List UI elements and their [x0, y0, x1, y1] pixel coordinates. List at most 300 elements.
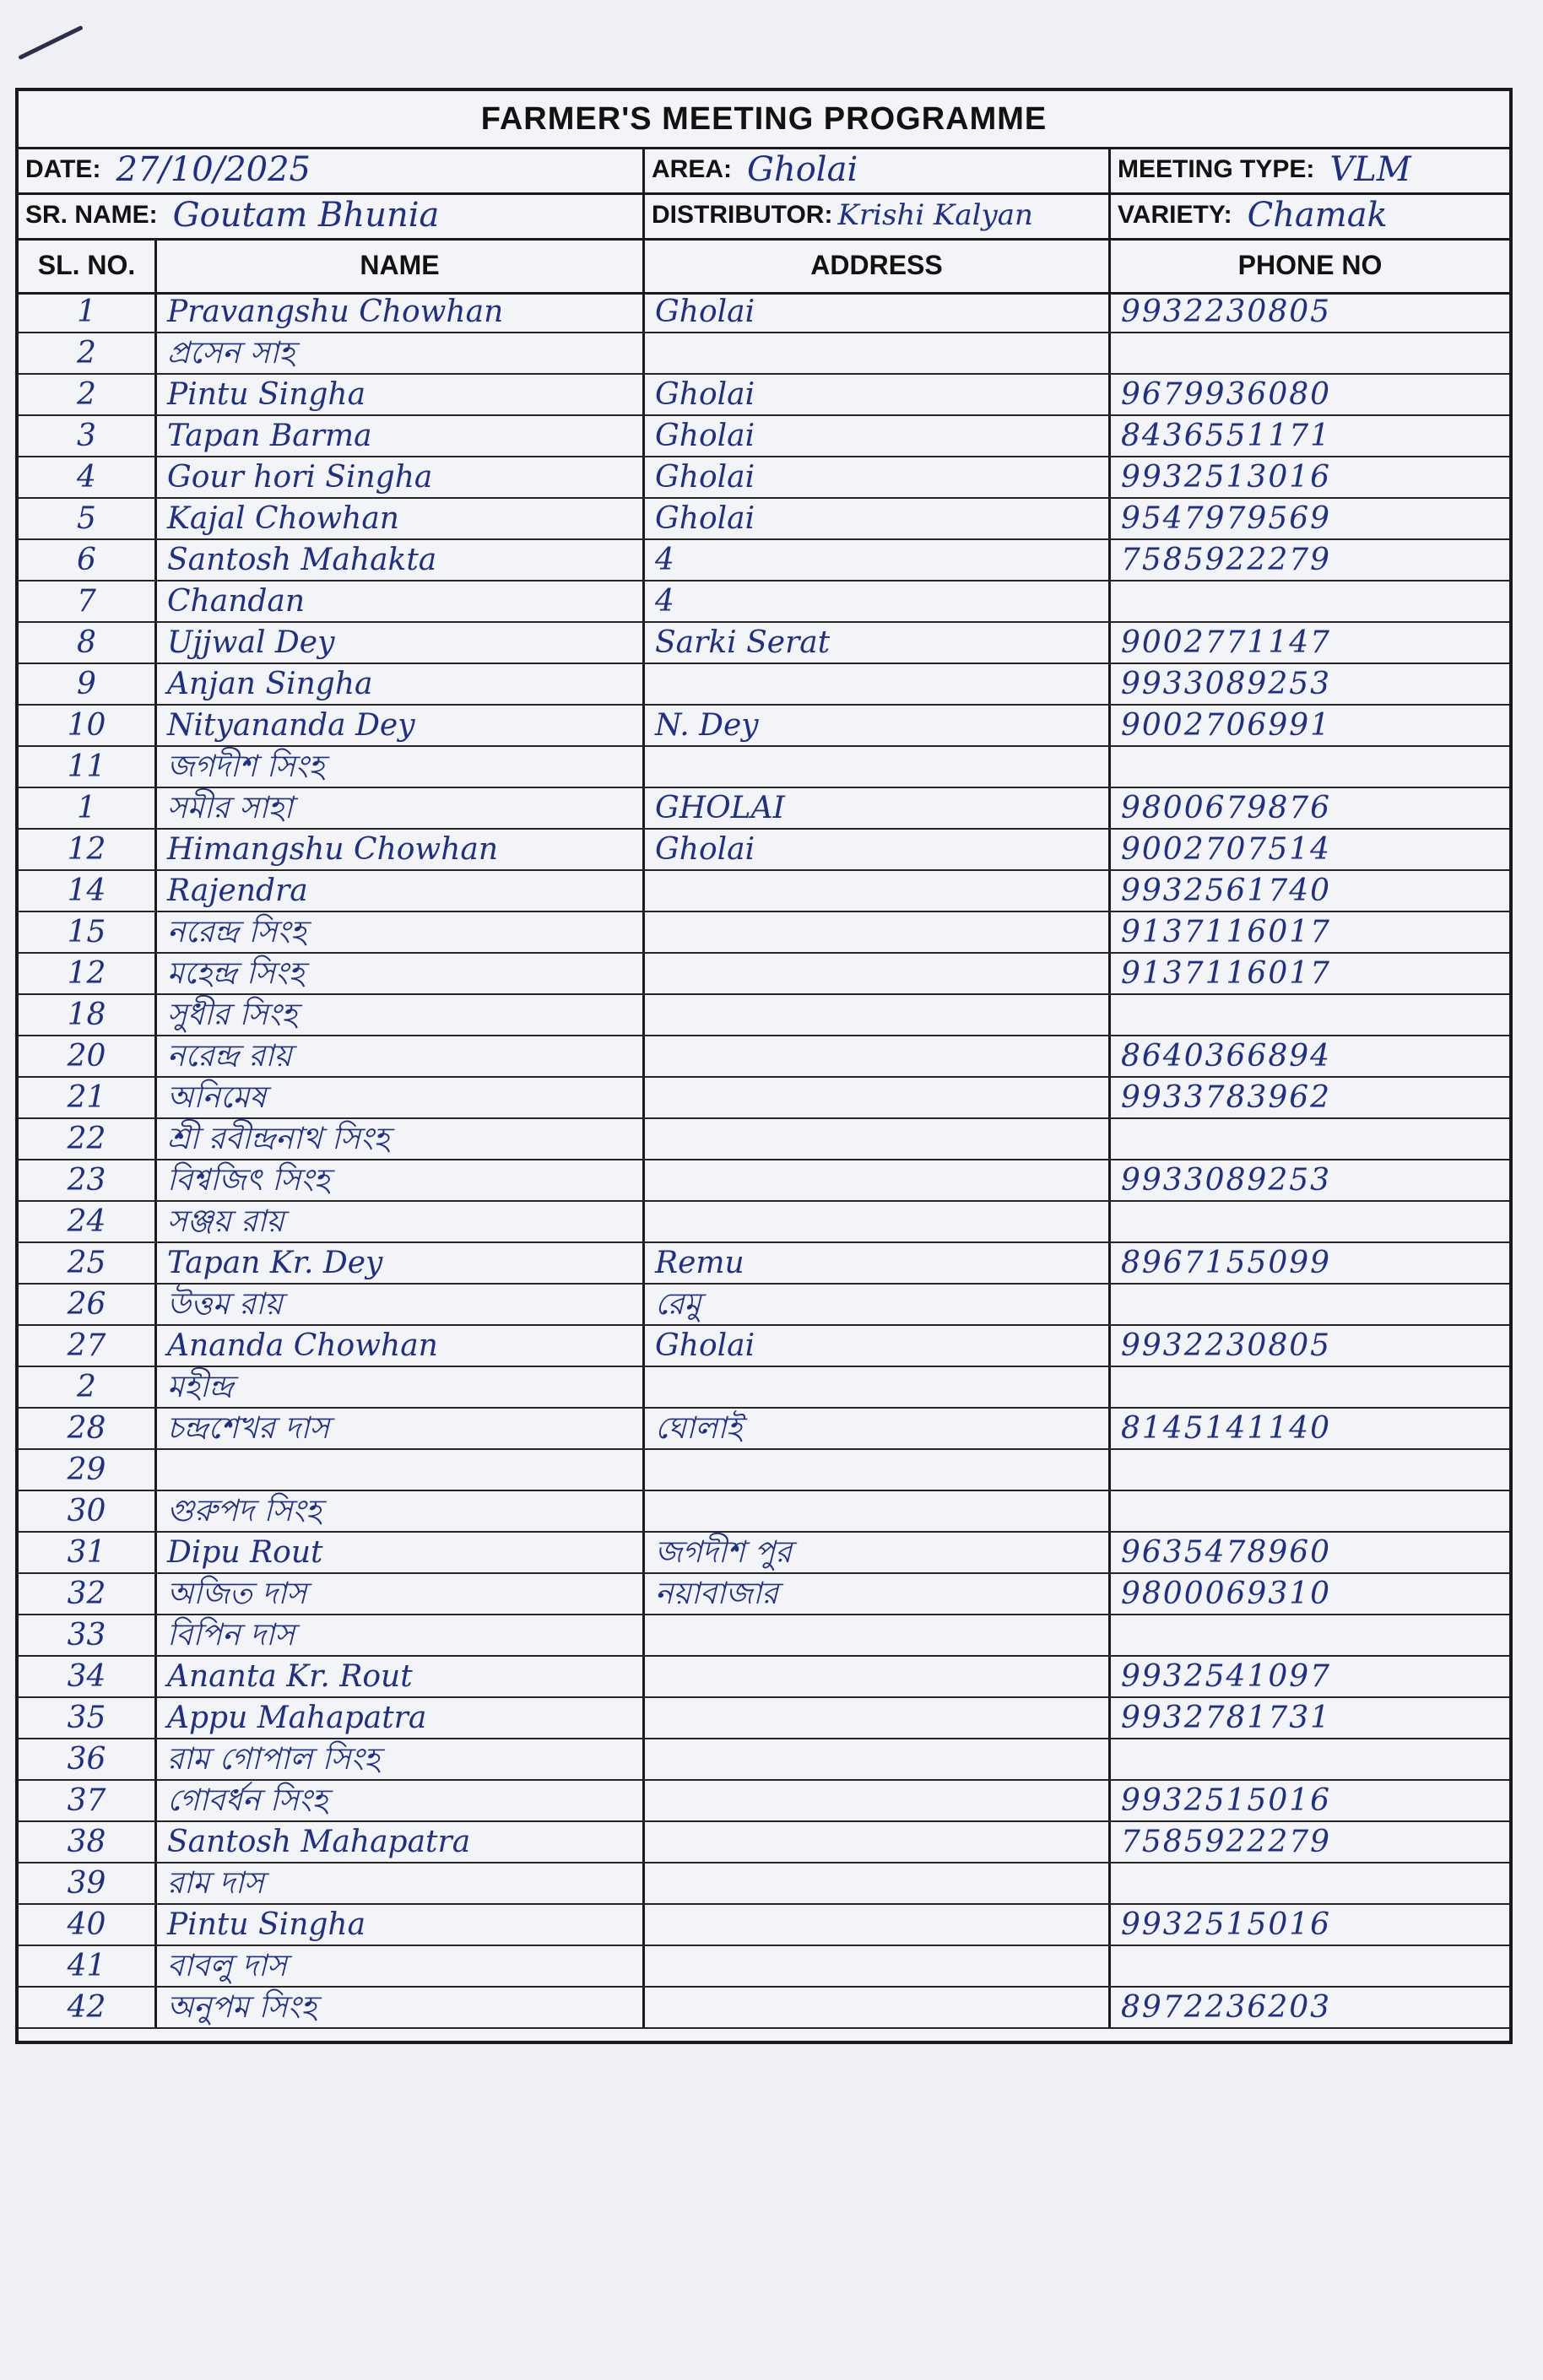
table-row [19, 1450, 1509, 1491]
name-text: শ্রী রবীন্দ্রনাথ সিংহ [167, 1121, 390, 1156]
name-cell [157, 1326, 645, 1366]
table-row [19, 375, 1509, 416]
name-cell [157, 664, 645, 704]
table-row [19, 1574, 1509, 1615]
address-cell [645, 995, 1111, 1035]
name-cell [157, 457, 645, 497]
name-text: সুধীর সিংহ [167, 997, 297, 1032]
address-cell [645, 1822, 1111, 1862]
phone-cell [1111, 1243, 1509, 1283]
name-text: Ananta Kr. Rout [167, 1658, 413, 1694]
distributor-value: Krishi Kalyan [837, 198, 1033, 232]
sl-no-cell [19, 333, 157, 373]
address-cell [645, 1739, 1111, 1779]
name-text: Pintu Singha [167, 1907, 366, 1942]
address-cell [645, 540, 1111, 580]
name-cell [157, 1946, 645, 1986]
sl-no-cell [19, 375, 157, 414]
table-row [19, 1739, 1509, 1781]
name-cell [157, 1574, 645, 1614]
name-cell [157, 1615, 645, 1655]
phone-text: 9800679876 [1121, 790, 1332, 825]
address-cell [645, 830, 1111, 869]
phone-text: 9933089253 [1121, 1162, 1332, 1198]
address-cell [645, 416, 1111, 456]
sl-no-text: 6 [77, 542, 96, 577]
name-cell [157, 1160, 645, 1200]
address-cell [645, 1988, 1111, 2027]
name-cell [157, 1285, 645, 1324]
address-cell [645, 954, 1111, 993]
name-text: উত্তম রায় [167, 1286, 283, 1322]
sl-no-cell [19, 499, 157, 538]
sl-no-text: 15 [67, 914, 106, 949]
table-row [19, 1326, 1509, 1367]
name-cell [157, 830, 645, 869]
sl-no-text: 11 [67, 749, 106, 784]
name-cell [157, 747, 645, 787]
sl-no-cell [19, 1202, 157, 1241]
phone-cell [1111, 1367, 1509, 1407]
sl-no-text: 1 [77, 790, 96, 825]
table-row [19, 1988, 1509, 2029]
address-cell [645, 747, 1111, 787]
sl-no-text: 4 [77, 459, 96, 495]
sl-no-text: 23 [67, 1162, 106, 1198]
sl-no-cell [19, 706, 157, 745]
variety-value: Chamak [1247, 196, 1388, 235]
phone-cell [1111, 912, 1509, 952]
table-row [19, 457, 1509, 499]
area-label: AREA: [652, 155, 732, 183]
phone-cell [1111, 333, 1509, 373]
name-cell [157, 1367, 645, 1407]
address-text: Gholai [655, 831, 755, 867]
address-text: GHOLAI [655, 790, 785, 825]
name-text: জগদীশ সিংহ [167, 749, 325, 784]
sl-no-cell [19, 995, 157, 1035]
phone-cell [1111, 1119, 1509, 1159]
name-text: রাম দাস [167, 1865, 264, 1901]
name-text: Nityananda Dey [167, 707, 415, 743]
address-cell [645, 1078, 1111, 1117]
sl-no-text: 41 [67, 1948, 106, 1983]
phone-cell [1111, 1946, 1509, 1986]
name-text: Santosh Mahakta [167, 542, 437, 577]
address-text: 4 [655, 542, 674, 577]
table-row [19, 995, 1509, 1036]
name-cell [157, 416, 645, 456]
name-cell [157, 1781, 645, 1820]
name-cell [157, 1698, 645, 1738]
table-row [19, 1905, 1509, 1946]
phone-cell [1111, 499, 1509, 538]
address-cell [645, 788, 1111, 828]
name-cell [157, 499, 645, 538]
address-cell [645, 1781, 1111, 1820]
sl-no-text: 2 [77, 1369, 96, 1404]
name-cell [157, 788, 645, 828]
sl-no-text: 20 [67, 1038, 106, 1074]
table-row [19, 1367, 1509, 1409]
address-cell [645, 1202, 1111, 1241]
phone-text: 9137116017 [1121, 914, 1332, 949]
phone-text: 9932561740 [1121, 873, 1332, 908]
phone-cell [1111, 623, 1509, 663]
sl-no-text: 22 [67, 1121, 106, 1156]
phone-text: 9137116017 [1121, 955, 1332, 991]
name-text: Santosh Mahapatra [167, 1824, 471, 1859]
address-cell [645, 1119, 1111, 1159]
name-cell [157, 1988, 645, 2027]
address-cell [645, 1863, 1111, 1903]
address-cell [645, 1285, 1111, 1324]
address-cell [645, 706, 1111, 745]
sl-no-text: 14 [67, 873, 106, 908]
address-cell [645, 871, 1111, 911]
name-text: নরেন্দ্র রায় [167, 1038, 292, 1074]
table-row [19, 788, 1509, 830]
header-row-1 [19, 147, 1509, 195]
phone-text: 9932781731 [1121, 1700, 1332, 1735]
sl-no-cell [19, 1326, 157, 1366]
phone-text: 9002707514 [1121, 831, 1332, 867]
address-text: Sarki Serat [655, 625, 831, 660]
phone-cell [1111, 540, 1509, 580]
phone-cell [1111, 871, 1509, 911]
table-row [19, 1657, 1509, 1698]
sl-no-text: 10 [67, 707, 106, 743]
name-text: রাম গোপাল সিংহ [167, 1741, 380, 1777]
name-text: মহীন্দ্র [167, 1369, 234, 1404]
table-row [19, 1243, 1509, 1285]
address-cell [645, 1533, 1111, 1572]
address-text: জগদীশ পুর [655, 1534, 792, 1570]
col-header-address: ADDRESS [645, 238, 1111, 292]
sl-no-cell [19, 457, 157, 497]
meeting-type-label: MEETING TYPE: [1118, 155, 1315, 183]
phone-cell [1111, 1450, 1509, 1490]
sl-no-text: 34 [67, 1658, 106, 1694]
name-text: সঞ্জয় রায় [167, 1204, 284, 1239]
date-cell [19, 147, 645, 192]
table-row [19, 830, 1509, 871]
address-cell [645, 1450, 1111, 1490]
pen-mark [18, 25, 84, 60]
phone-cell [1111, 416, 1509, 456]
name-cell [157, 1243, 645, 1283]
address-cell [645, 499, 1111, 538]
name-cell [157, 375, 645, 414]
sl-no-cell [19, 1905, 157, 1945]
address-cell [645, 1036, 1111, 1076]
sl-no-cell [19, 1450, 157, 1490]
table-row [19, 1946, 1509, 1988]
table-row [19, 1491, 1509, 1533]
phone-cell [1111, 664, 1509, 704]
sl-no-text: 1 [77, 294, 96, 329]
table-row [19, 871, 1509, 912]
table-row [19, 1036, 1509, 1078]
phone-cell [1111, 1078, 1509, 1117]
sl-no-cell [19, 623, 157, 663]
name-cell [157, 540, 645, 580]
sl-no-text: 18 [67, 997, 106, 1032]
name-text: Chandan [167, 583, 306, 619]
sl-no-cell [19, 830, 157, 869]
sl-no-text: 2 [77, 376, 96, 412]
phone-cell [1111, 1533, 1509, 1572]
phone-cell [1111, 1698, 1509, 1738]
sl-no-text: 3 [77, 418, 96, 453]
sl-no-text: 26 [67, 1286, 106, 1322]
sl-no-text: 29 [67, 1452, 106, 1487]
phone-cell [1111, 1822, 1509, 1862]
name-cell [157, 1036, 645, 1076]
name-cell [157, 1822, 645, 1862]
table-row [19, 333, 1509, 375]
sl-no-cell [19, 1946, 157, 1986]
phone-cell [1111, 1491, 1509, 1531]
phone-cell [1111, 1739, 1509, 1779]
sl-no-text: 40 [67, 1907, 106, 1942]
name-text: Appu Mahapatra [167, 1700, 427, 1735]
address-cell [645, 1698, 1111, 1738]
name-text: Pravangshu Chowhan [167, 294, 504, 329]
name-cell [157, 706, 645, 745]
name-cell [157, 1409, 645, 1448]
name-text: সমীর সাহা [167, 790, 293, 825]
sl-no-text: 31 [67, 1534, 106, 1570]
distributor-label: DISTRIBUTOR: [652, 201, 833, 229]
phone-text: 9933089253 [1121, 666, 1332, 701]
address-cell [645, 664, 1111, 704]
name-text: বিশ্বজিৎ সিংহ [167, 1162, 330, 1198]
name-text: Rajendra [167, 873, 308, 908]
sl-no-cell [19, 1863, 157, 1903]
name-cell [157, 1491, 645, 1531]
address-text: Gholai [655, 294, 755, 329]
phone-text: 9932515016 [1121, 1782, 1332, 1818]
name-cell [157, 1863, 645, 1903]
address-cell [645, 333, 1111, 373]
table-row [19, 499, 1509, 540]
header-row-2 [19, 192, 1509, 241]
address-cell [645, 375, 1111, 414]
sl-no-cell [19, 871, 157, 911]
sl-no-cell [19, 1367, 157, 1407]
meeting-type-cell [1111, 147, 1509, 192]
sl-no-cell [19, 1739, 157, 1779]
sl-no-cell [19, 1285, 157, 1324]
table-row [19, 416, 1509, 457]
sr-name-value: Goutam Bhunia [172, 196, 440, 235]
column-headers [19, 238, 1509, 295]
table-row [19, 1202, 1509, 1243]
name-text: মহেন্দ্র সিংহ [167, 955, 305, 991]
name-text: Kajal Chowhan [167, 500, 399, 536]
table-row [19, 1615, 1509, 1657]
phone-cell [1111, 954, 1509, 993]
sl-no-cell [19, 954, 157, 993]
phone-text: 9932515016 [1121, 1907, 1332, 1942]
address-text: Gholai [655, 1328, 755, 1363]
table-row [19, 581, 1509, 623]
sl-no-cell [19, 540, 157, 580]
sl-no-cell [19, 1119, 157, 1159]
phone-cell [1111, 1615, 1509, 1655]
phone-cell [1111, 1036, 1509, 1076]
phone-text: 9800069310 [1121, 1576, 1332, 1611]
name-text: চন্দ্রশেখর দাস [167, 1410, 330, 1446]
sl-no-cell [19, 1036, 157, 1076]
area-value: Gholai [747, 150, 858, 189]
name-cell [157, 581, 645, 621]
name-cell [157, 1450, 645, 1490]
sl-no-text: 42 [67, 1989, 106, 2025]
phone-cell [1111, 1781, 1509, 1820]
name-text: গুরুপদ সিংহ [167, 1493, 322, 1528]
form-title: FARMER'S MEETING PROGRAMME [19, 91, 1509, 149]
table-row [19, 1698, 1509, 1739]
phone-text: 8640366894 [1121, 1038, 1332, 1074]
address-cell [645, 1367, 1111, 1407]
table-row [19, 747, 1509, 788]
sl-no-text: 32 [67, 1576, 106, 1611]
sl-no-cell [19, 1409, 157, 1448]
name-cell [157, 1202, 645, 1241]
address-text: ঘোলাই [655, 1410, 743, 1446]
name-text: বিপিন দাস [167, 1617, 295, 1652]
phone-text: 8145141140 [1121, 1410, 1332, 1446]
name-text: অনিমেষ [167, 1079, 267, 1115]
sl-no-text: 38 [67, 1824, 106, 1859]
table-row [19, 292, 1509, 333]
sl-no-cell [19, 581, 157, 621]
variety-label: VARIETY: [1118, 201, 1232, 229]
table-row [19, 1822, 1509, 1863]
phone-cell [1111, 830, 1509, 869]
phone-text: 9932230805 [1121, 1328, 1332, 1363]
phone-text: 9679936080 [1121, 376, 1332, 412]
name-cell [157, 1905, 645, 1945]
sl-no-text: 8 [77, 625, 96, 660]
sl-no-cell [19, 1615, 157, 1655]
phone-text: 8436551171 [1121, 418, 1332, 453]
address-cell [645, 1574, 1111, 1614]
address-text: Gholai [655, 376, 755, 412]
phone-text: 9635478960 [1121, 1534, 1332, 1570]
phone-cell [1111, 1574, 1509, 1614]
variety-cell [1111, 192, 1509, 238]
table-row [19, 664, 1509, 706]
sl-no-text: 21 [67, 1079, 106, 1115]
name-cell [157, 1739, 645, 1779]
address-text: Gholai [655, 459, 755, 495]
date-label: DATE: [25, 155, 101, 183]
sl-no-cell [19, 1822, 157, 1862]
phone-cell [1111, 1326, 1509, 1366]
sl-no-cell [19, 912, 157, 952]
name-cell [157, 623, 645, 663]
sl-no-text: 5 [77, 500, 96, 536]
name-cell [157, 292, 645, 332]
address-cell [645, 1160, 1111, 1200]
name-cell [157, 954, 645, 993]
phone-cell [1111, 1285, 1509, 1324]
sl-no-cell [19, 1491, 157, 1531]
address-text: Remu [655, 1245, 744, 1280]
address-text: Gholai [655, 500, 755, 536]
table-row [19, 1160, 1509, 1202]
table-row [19, 706, 1509, 747]
name-cell [157, 1533, 645, 1572]
table-row [19, 623, 1509, 664]
phone-text: 8972236203 [1121, 1989, 1332, 2025]
col-header-name: NAME [157, 238, 645, 292]
phone-cell [1111, 1988, 1509, 2027]
address-cell [645, 1491, 1111, 1531]
address-cell [645, 457, 1111, 497]
address-cell [645, 623, 1111, 663]
sl-no-text: 37 [67, 1782, 106, 1818]
sl-no-cell [19, 292, 157, 332]
name-text: Ananda Chowhan [167, 1328, 438, 1363]
phone-text: 9002706991 [1121, 707, 1332, 743]
phone-cell [1111, 995, 1509, 1035]
name-text: অনুপম সিংহ [167, 1989, 317, 2025]
name-text: অজিত দাস [167, 1576, 307, 1611]
sl-no-cell [19, 1781, 157, 1820]
distributor-cell [645, 192, 1111, 238]
sl-no-cell [19, 1078, 157, 1117]
address-cell [645, 1409, 1111, 1448]
sl-no-text: 12 [67, 831, 106, 867]
phone-text: 9547979569 [1121, 500, 1332, 536]
phone-text: 9932230805 [1121, 294, 1332, 329]
sl-no-text: 35 [67, 1700, 106, 1735]
sl-no-cell [19, 788, 157, 828]
name-text: বাবলু দাস [167, 1948, 287, 1983]
sl-no-text: 7 [77, 583, 96, 619]
name-cell [157, 1078, 645, 1117]
table-row [19, 1078, 1509, 1119]
address-cell [645, 1946, 1111, 1986]
phone-cell [1111, 1657, 1509, 1696]
sl-no-text: 33 [67, 1617, 106, 1652]
table-row [19, 1781, 1509, 1822]
table-row [19, 912, 1509, 954]
phone-text: 7585922279 [1121, 1824, 1332, 1859]
sl-no-text: 39 [67, 1865, 106, 1901]
phone-cell [1111, 457, 1509, 497]
name-text: গোবর্ধন সিংহ [167, 1782, 328, 1818]
sl-no-text: 36 [67, 1741, 106, 1777]
name-cell [157, 871, 645, 911]
address-text: Gholai [655, 418, 755, 453]
col-header-sl: SL. NO. [19, 238, 157, 292]
sl-no-text: 30 [67, 1493, 106, 1528]
address-text: নয়াবাজার [655, 1576, 779, 1611]
sl-no-text: 9 [77, 666, 96, 701]
meeting-form [15, 88, 1513, 2044]
phone-cell [1111, 747, 1509, 787]
table-row [19, 1409, 1509, 1450]
phone-text: 7585922279 [1121, 542, 1332, 577]
sr-name-cell [19, 192, 645, 238]
name-text: প্রসেন সাহ [167, 335, 295, 371]
phone-cell [1111, 1409, 1509, 1448]
